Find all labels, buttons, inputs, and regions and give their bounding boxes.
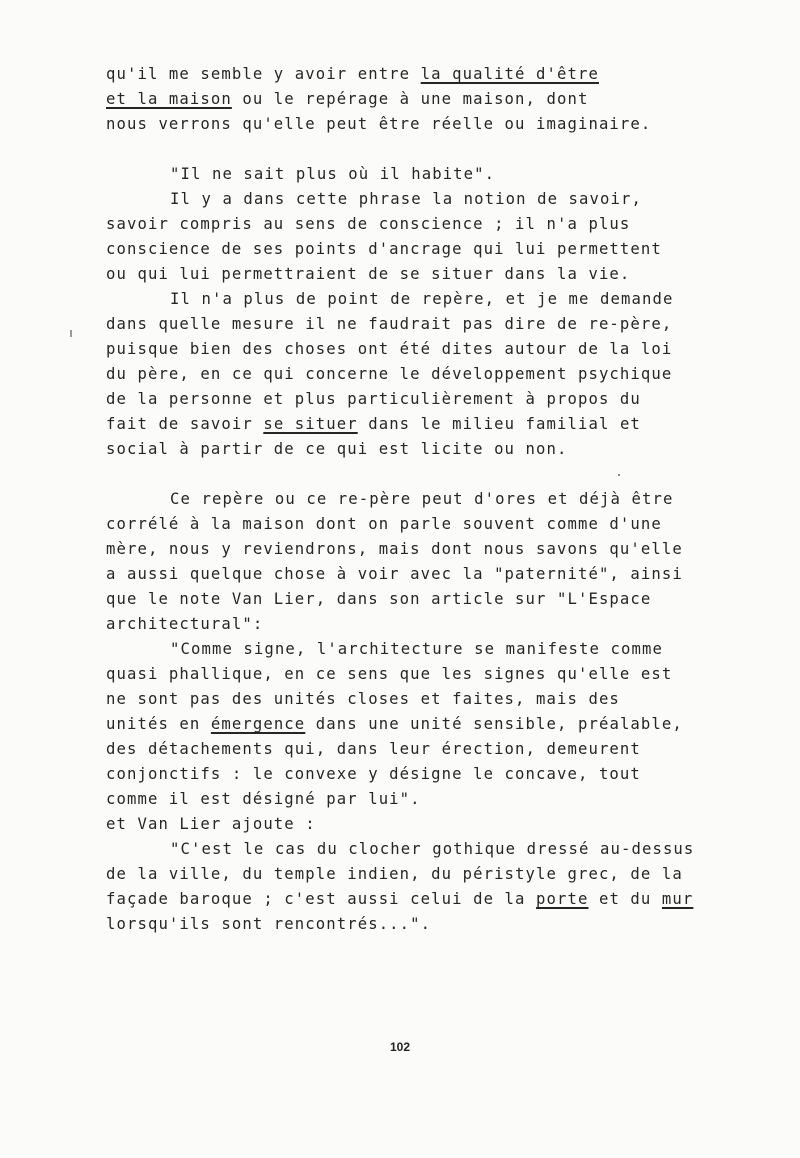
text-line <box>106 789 421 809</box>
text-segment: conscience de ses points d'ancrage qui lui permettent <box>106 240 662 258</box>
text-line <box>170 189 642 209</box>
text-segment: dans le milieu familial et <box>357 415 641 433</box>
text-segment: social à partir de ce qui est licite ou non. <box>106 440 568 458</box>
text-line <box>170 489 673 509</box>
text-segment: que le note Van Lier, dans son article sur "L'Espace <box>106 590 652 608</box>
text-line <box>106 264 630 284</box>
text-segment: lorsqu'ils sont rencontrés...". <box>106 915 432 933</box>
text-segment: Ce repère ou ce re-père peut d'ores et déjà être <box>170 490 674 508</box>
underlined-text: émergence <box>210 715 306 733</box>
text-line <box>106 414 641 434</box>
text-line <box>106 864 683 884</box>
text-line <box>106 614 263 634</box>
text-line <box>106 814 316 834</box>
underlined-text: se situer <box>263 415 358 433</box>
text-segment: du père, en ce qui concerne le développement psychique <box>106 365 673 383</box>
text-line <box>170 839 694 859</box>
text-segment: corrélé à la maison dont on parle souvent comme d'une <box>106 515 662 533</box>
text-segment: conjonctifs : le convexe y désigne le concave, tout <box>106 765 641 783</box>
text-segment: architectural": <box>106 615 264 633</box>
text-line <box>106 589 651 609</box>
text-segment: savoir compris au sens de conscience ; il n'a plus <box>106 215 631 233</box>
text-line <box>106 714 683 734</box>
text-segment: fait de savoir <box>106 415 264 433</box>
underlined-text: porte <box>536 890 589 908</box>
text-line <box>106 64 599 84</box>
text-line <box>170 639 663 659</box>
page-number: 102 <box>389 1040 411 1054</box>
text-line <box>106 339 672 359</box>
text-segment: ou le repérage à une maison, dont <box>231 90 589 108</box>
text-line <box>106 514 662 534</box>
text-line <box>106 439 567 459</box>
text-line <box>106 214 630 234</box>
text-segment: unités en <box>106 715 211 733</box>
text-line <box>106 389 641 409</box>
text-line <box>106 739 641 759</box>
text-line <box>106 89 588 109</box>
text-line <box>106 539 683 559</box>
text-segment: dans quelle mesure il ne faudrait pas dire de re-père, <box>106 315 673 333</box>
text-segment: comme il est désigné par lui". <box>106 790 421 808</box>
underlined-text: la qualité d'être <box>420 65 599 83</box>
text-line <box>106 564 683 584</box>
text-segment: puisque bien des choses ont été dites autour de la loi <box>106 340 673 358</box>
text-line <box>106 689 620 709</box>
text-segment: et Van Lier ajoute : <box>106 815 316 833</box>
text-segment: ou qui lui permettraient de se situer dans la vie. <box>106 265 631 283</box>
text-segment: Il y a dans cette phrase la notion de savoir, <box>170 190 642 208</box>
text-segment: a aussi quelque chose à voir avec la "paternité", ainsi <box>106 565 683 583</box>
text-segment: façade baroque ; c'est aussi celui de la <box>106 890 537 908</box>
text-line <box>170 289 673 309</box>
text-line <box>106 314 672 334</box>
text-segment: "Il ne sait plus où il habite". <box>170 165 496 183</box>
text-segment: Il n'a plus de point de repère, et je me demande <box>170 290 674 308</box>
text-line <box>106 114 651 134</box>
text-segment: "C'est le cas du clocher gothique dressé au-dessus <box>170 840 695 858</box>
underlined-text: mur <box>661 890 694 908</box>
text-segment: qu'il me semble y avoir entre <box>106 65 421 83</box>
text-segment: dans une unité sensible, préalable, <box>305 715 683 733</box>
text-segment: mère, nous y reviendrons, mais dont nous savons qu'elle <box>106 540 683 558</box>
text-line <box>106 889 693 909</box>
text-segment: nous verrons qu'elle peut être réelle ou imaginaire. <box>106 115 652 133</box>
text-segment: de la personne et plus particulièrement à propos du <box>106 390 641 408</box>
text-segment: quasi phallique, en ce sens que les signes qu'elle est <box>106 665 673 683</box>
text-segment: et du <box>588 890 662 908</box>
text-line <box>106 239 662 259</box>
text-segment: des détachements qui, dans leur érection, demeurent <box>106 740 641 758</box>
text-segment: ne sont pas des unités closes et faites, mais des <box>106 690 620 708</box>
text-line <box>106 764 641 784</box>
text-line <box>106 364 672 384</box>
text-line <box>106 914 431 934</box>
margin-dot <box>618 474 620 476</box>
text-line <box>106 664 672 684</box>
text-segment: de la ville, du temple indien, du péristyle grec, de la <box>106 865 683 883</box>
margin-speck <box>70 330 72 337</box>
text-line <box>170 164 495 184</box>
text-segment: "Comme signe, l'architecture se manifeste comme <box>170 640 663 658</box>
underlined-text: et la maison <box>106 90 232 108</box>
